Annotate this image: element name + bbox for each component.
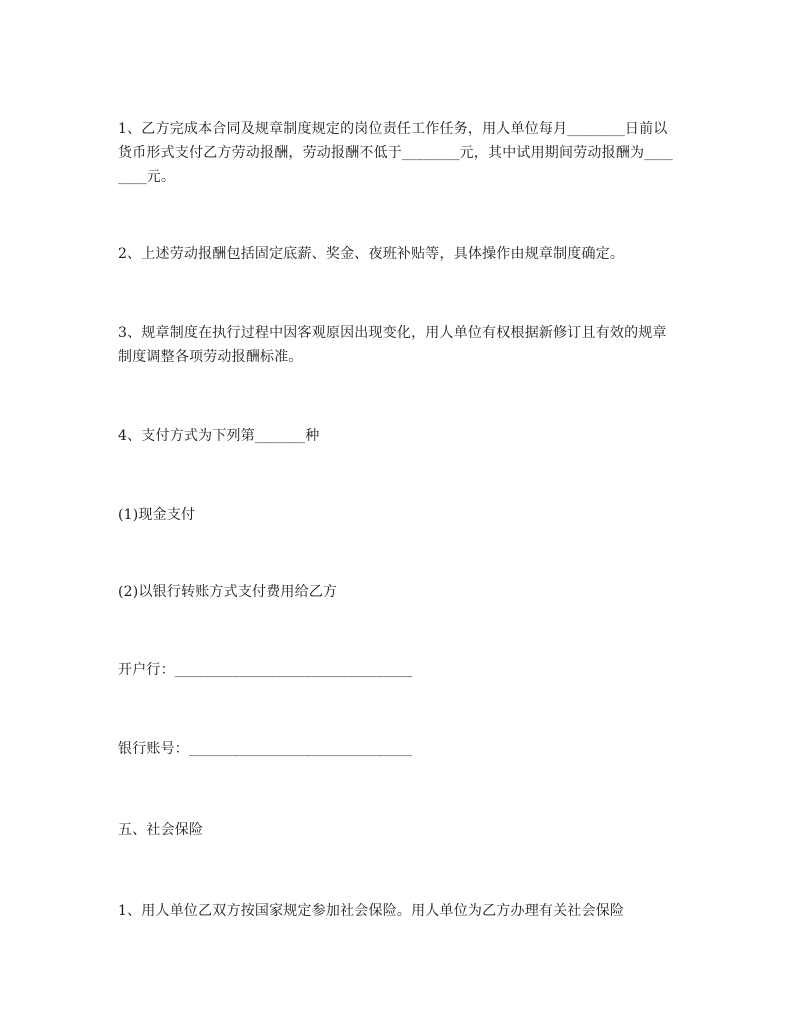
paragraph-payment-method: 4、支付方式为下列第_______种 (118, 428, 320, 444)
paragraph-social-insurance: 1、用人单位乙双方按国家规定参加社会保险。用人单位为乙方办理有关社会保险 (118, 903, 625, 919)
section-heading-social-insurance: 五、社会保险 (118, 822, 204, 838)
paragraph-salary-adjustment: 3、规章制度在执行过程中因客观原因出现变化，用人单位有权根据新修订且有效的规章制度调整各项劳动报酬标准。 (118, 325, 667, 365)
paragraph-salary-composition: 2、上述劳动报酬包括固定底薪、奖金、夜班补贴等，具体操作由规章制度确定。 (118, 246, 625, 262)
field-bank-name: 开户行：_________________________________ (118, 662, 413, 678)
paragraph-cash-payment: (1)现金支付 (118, 507, 196, 523)
field-bank-account: 银行账号：_______________________________ (118, 741, 413, 757)
paragraph-salary-payment: 1、乙方完成本合同及规章制度规定的岗位责任工作任务，用人单位每月________日前以货币形式支付乙方劳动报酬，劳动报酬不低于________元，其中试用期间劳动报酬为________元。 (118, 121, 673, 185)
paragraph-bank-transfer: (2)以银行转账方式支付费用给乙方 (118, 584, 338, 600)
